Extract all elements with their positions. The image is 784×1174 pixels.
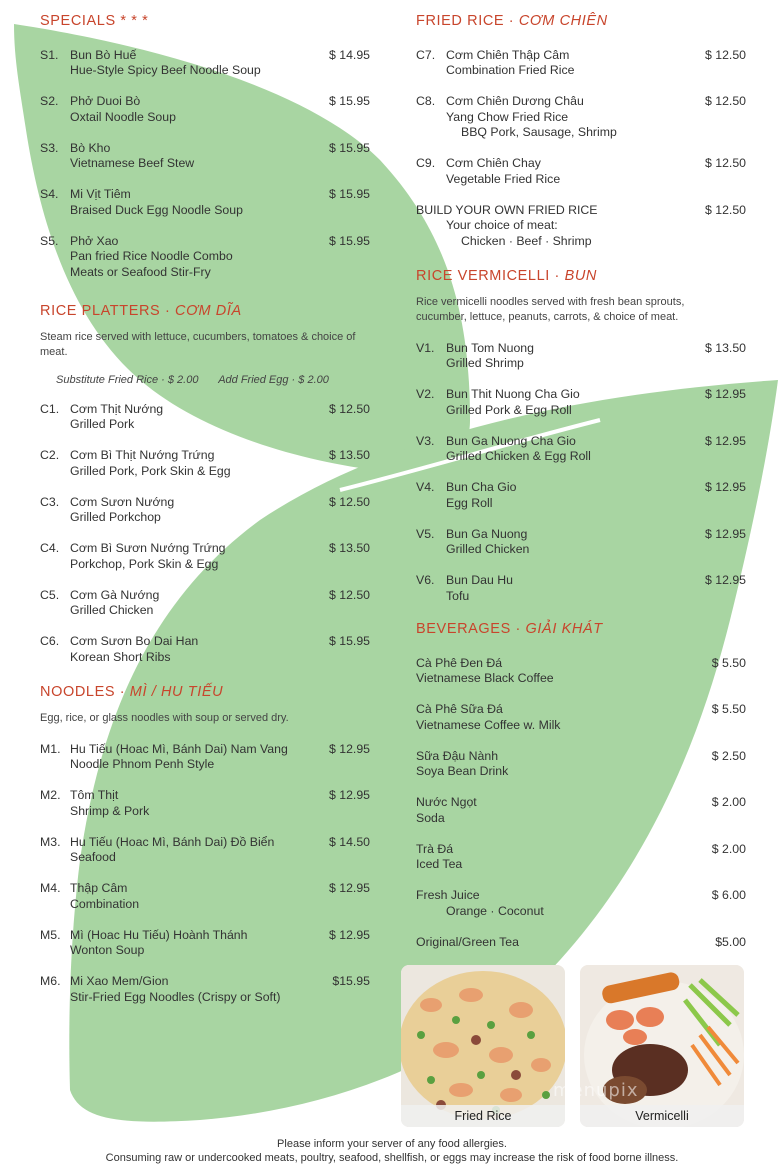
item-code: C1. [40, 401, 60, 416]
menu-item-s4 [40, 187, 370, 218]
item-name: Hu Tiếu (Hoac Mì, Bánh Dai) Nam Vang [70, 741, 288, 756]
item-price: $ 15.95 [328, 634, 370, 648]
rice-platters-list [40, 402, 370, 666]
item-code: V5. [416, 526, 435, 541]
item-desc: Combination [70, 896, 140, 911]
item-desc: Porkchop, Pork Skin & Egg [70, 556, 219, 571]
item-code: M1. [40, 741, 61, 756]
menu-item-s1 [40, 48, 370, 79]
item-desc: Braised Duck Egg Noodle Soup [70, 202, 243, 217]
beverages-list [416, 656, 746, 951]
item-price: $ 2.00 [711, 795, 746, 809]
item-code: S1. [40, 47, 59, 62]
noodles-title: NOODLES · MÌ / HU TIẾU [40, 684, 224, 700]
fried-rice-title: FRIED RICE · CƠM CHIÊN [416, 13, 608, 29]
specials-title: SPECIALS * * * [40, 13, 149, 29]
item-price: $ 15.95 [328, 140, 370, 155]
rice-platters-note: Steam rice served with lettuce, cucumbers, tomatoes & choice of meat. [40, 331, 356, 358]
item-name: Cơm Sươn Bo Dai Han [70, 634, 199, 648]
beverage-item [416, 888, 746, 919]
item-name: Cơm Thịt Nướng [70, 401, 164, 416]
menu-item-m2 [40, 788, 370, 819]
item-code: M2. [40, 788, 61, 802]
item-name: Phở Duoi Bò [70, 94, 141, 108]
beverages-title: BEVERAGES · GIẢI KHÁT [416, 621, 603, 637]
item-desc: Hue-Style Spicy Beef Noodle Soup [70, 63, 261, 77]
menu-item-c8 [416, 94, 746, 141]
rice-platters-title: RICE PLATTERS · CƠM DĨA [40, 303, 242, 319]
item-name: Bun Ga Nuong Cha Gio [446, 433, 576, 448]
item-price: $ 13.50 [704, 340, 746, 355]
item-price: $5.00 [715, 934, 746, 949]
menu-item-v1 [416, 341, 746, 372]
item-name: Cơm Chiên Chay [446, 156, 541, 170]
vermicelli-image [580, 965, 744, 1127]
item-name: Cơm Sươn Nướng [70, 494, 175, 509]
item-desc-2: BBQ Pork, Sausage, Shrimp [461, 125, 617, 139]
item-name: Tôm Thịt [70, 788, 119, 802]
item-desc: Grilled Porkchop [70, 510, 161, 524]
menu-item-v4 [416, 480, 746, 511]
item-name: Bun Dau Hu [446, 573, 513, 587]
item-name: Phở Xao [70, 233, 119, 248]
beverage-item [416, 656, 746, 687]
item-price: $ 12.95 [328, 788, 370, 802]
menu-item-c6 [40, 634, 370, 665]
item-name: Thập Câm [70, 881, 128, 895]
menu-item-c5 [40, 588, 370, 619]
item-price: $ 6.00 [711, 888, 746, 902]
item-name: Cơm Chiên Dương Châu [446, 94, 584, 108]
item-desc-2: Chicken · Beef · Shrimp [461, 233, 592, 248]
item-name: Cơm Bì Thịt Nướng Trứng [70, 448, 215, 462]
item-price: $ 12.95 [704, 480, 746, 494]
item-name: Hu Tiếu (Hoac Mì, Bánh Dai) Đồ Biển [70, 834, 275, 849]
fried-rice-caption: Fried Rice [401, 1105, 565, 1127]
vermicelli-list [416, 341, 746, 605]
item-name: Cơm Gà Nướng [70, 587, 160, 602]
item-name: Mi Xao Mem/Gion [70, 974, 169, 988]
item-code: C3. [40, 494, 60, 509]
menu-item-c4 [40, 541, 370, 572]
item-code: C4. [40, 541, 60, 555]
beverage-item [416, 795, 746, 826]
menu-item-c7 [416, 48, 746, 79]
item-name: Cà Phê Đen Đá [416, 655, 503, 670]
item-code: C8. [416, 94, 436, 108]
item-price: $ 12.95 [328, 927, 370, 942]
item-code: S5. [40, 233, 59, 248]
specials-list [40, 48, 370, 281]
item-code: S4. [40, 187, 59, 201]
item-price: $ 12.95 [704, 387, 746, 401]
right-column [416, 10, 746, 950]
item-price: $ 13.50 [328, 448, 370, 462]
item-name: Mì (Hoac Hu Tiếu) Hoành Thánh [70, 927, 248, 942]
item-price: $ 12.50 [704, 156, 746, 170]
beverage-item [416, 842, 746, 873]
item-desc: Oxtail Noodle Soup [70, 109, 176, 124]
item-name: Original/Green Tea [416, 934, 519, 949]
item-name: Fresh Juice [416, 888, 480, 902]
menu-item-m1 [40, 742, 370, 773]
menu-item-m3 [40, 835, 370, 866]
fried-rice-list [416, 48, 746, 250]
item-desc: Soda [416, 810, 445, 825]
item-price: $ 5.50 [711, 702, 746, 716]
item-desc: Combination Fried Rice [446, 63, 575, 77]
footer-line-2: Consuming raw or undercooked meats, poultry, seafood, shellfish, or eggs may increase the risk of food borne illness. [105, 1152, 679, 1164]
item-price: $ 14.50 [328, 834, 370, 849]
menu-item-m5 [40, 928, 370, 959]
item-desc: Vietnamese Beef Stew [70, 156, 195, 170]
item-name: Bun Cha Gio [446, 480, 517, 494]
item-name: Cà Phê Sữa Đá [416, 702, 503, 716]
item-desc: Vietnamese Black Coffee [416, 671, 554, 685]
item-code: S2. [40, 94, 59, 108]
item-code: C2. [40, 448, 60, 462]
item-price: $ 5.50 [711, 655, 746, 670]
item-price: $ 12.50 [328, 494, 370, 509]
item-desc: Grilled Pork [70, 417, 135, 431]
menu-item-v5 [416, 527, 746, 558]
beverage-item [416, 702, 746, 733]
item-price: $ 12.50 [328, 587, 370, 602]
item-name: Bun Thit Nuong Cha Gio [446, 387, 580, 401]
footer-line-1: Please inform your server of any food allergies. [277, 1138, 507, 1150]
item-price: $ 12.95 [704, 526, 746, 541]
item-price: $ 2.00 [711, 841, 746, 856]
item-name: Bò Kho [70, 140, 111, 155]
item-desc: Wonton Soup [70, 943, 145, 957]
item-desc: Noodle Phnom Penh Style [70, 757, 215, 771]
fried-rice-image [401, 965, 565, 1127]
item-desc: Tofu [446, 588, 470, 603]
beverage-item [416, 749, 746, 780]
item-code: C7. [416, 47, 436, 62]
item-name: BUILD YOUR OWN FRIED RICE [416, 202, 598, 217]
left-column [40, 10, 370, 1005]
item-desc: Egg Roll [446, 495, 493, 510]
item-price: $ 14.95 [328, 47, 370, 62]
item-price: $ 12.50 [704, 202, 746, 217]
menu-item-v6 [416, 573, 746, 604]
menu-item-m4 [40, 881, 370, 912]
item-code: V2. [416, 387, 435, 401]
item-desc: Iced Tea [416, 857, 463, 871]
item-price: $ 12.95 [328, 881, 370, 895]
item-desc: Stir-Fried Egg Noodles (Crispy or Soft) [70, 989, 281, 1004]
item-code: C9. [416, 156, 436, 170]
item-desc: Korean Short Ribs [70, 649, 171, 664]
item-code: M5. [40, 927, 61, 942]
menupix-watermark: menupix [553, 1080, 639, 1101]
item-code: V1. [416, 340, 435, 355]
menu-item-m6 [40, 974, 370, 1005]
item-desc: Orange · Coconut [446, 903, 544, 918]
item-name: Bun Ga Nuong [446, 526, 528, 541]
item-name: Trà Đá [416, 841, 454, 856]
menu-item-c3 [40, 495, 370, 526]
item-desc: Seafood [70, 850, 116, 864]
item-desc: Grilled Chicken [446, 542, 530, 556]
item-code: V3. [416, 433, 435, 448]
item-code: C6. [40, 634, 60, 648]
item-price: $ 12.95 [704, 433, 746, 448]
fried-rice-photo [401, 965, 565, 1127]
beverage-item [416, 935, 746, 951]
item-price: $ 12.50 [328, 401, 370, 416]
menu-item-c2 [40, 448, 370, 479]
item-desc-2: Meats or Seafood Stir-Fry [70, 264, 211, 279]
vermicelli-caption: Vermicelli [580, 1105, 744, 1127]
item-desc: Your choice of meat: [446, 218, 558, 232]
vermicelli-note: Rice vermicelli noodles served with fresh bean sprouts, cucumber, lettuce, peanuts, carrots, & choice of meat. [416, 296, 685, 323]
item-code: M6. [40, 974, 61, 988]
substitute-fried-rice: Substitute Fried Rice · $ 2.00 [56, 374, 199, 386]
item-desc: Grilled Pork & Egg Roll [446, 402, 572, 417]
item-desc: Soya Bean Drink [416, 764, 509, 778]
item-desc: Vietnamese Coffee w. Milk [416, 717, 561, 732]
item-desc: Grilled Chicken & Egg Roll [446, 449, 591, 463]
menu-item-s5 [40, 234, 370, 281]
menu-item-v3 [416, 434, 746, 465]
item-code: V6. [416, 573, 435, 587]
item-price: $ 13.50 [328, 541, 370, 555]
item-code: V4. [416, 480, 435, 494]
menu-item-v2 [416, 387, 746, 418]
item-name: Nước Ngọt [416, 795, 477, 809]
item-desc: Shrimp & Pork [70, 803, 150, 818]
item-desc: Grilled Pork, Pork Skin & Egg [70, 463, 231, 478]
item-name: Sữa Đậu Nành [416, 748, 499, 763]
noodles-list [40, 742, 370, 1006]
item-code: M3. [40, 834, 61, 849]
item-price: $ 12.50 [704, 47, 746, 62]
vermicelli-title: RICE VERMICELLI · BUN [416, 268, 598, 284]
item-name: Cơm Bì Sươn Nướng Trứng [70, 541, 226, 555]
item-price: $ 12.95 [704, 573, 746, 587]
menu-item-c1 [40, 402, 370, 433]
item-desc: Grilled Shrimp [446, 356, 524, 370]
item-name: Mi Vịt Tiêm [70, 187, 131, 201]
item-price: $ 15.95 [328, 94, 370, 108]
vermicelli-photo [580, 965, 744, 1127]
rice-platters-extras [40, 374, 370, 386]
item-price: $15.95 [332, 974, 370, 988]
item-code: M4. [40, 881, 61, 895]
menu-item-build-fried-rice [416, 203, 746, 250]
menu-item-s3 [40, 141, 370, 172]
item-code: C5. [40, 587, 60, 602]
item-price: $ 2.50 [711, 748, 746, 763]
item-desc: Grilled Chicken [70, 603, 154, 617]
noodles-note: Egg, rice, or glass noodles with soup or served dry. [40, 712, 289, 724]
item-name: Bun Bò Huế [70, 47, 137, 62]
item-price: $ 15.95 [328, 233, 370, 248]
add-fried-egg: Add Fried Egg · $ 2.00 [218, 374, 329, 386]
item-name: Cơm Chiên Thập Câm [446, 47, 570, 62]
item-name: Bun Tom Nuong [446, 340, 534, 355]
menu-item-s2 [40, 94, 370, 125]
item-code: S3. [40, 140, 59, 155]
menu-item-c9 [416, 156, 746, 187]
allergy-footer [0, 1137, 784, 1165]
item-price: $ 12.50 [704, 94, 746, 108]
item-price: $ 12.95 [328, 741, 370, 756]
item-desc: Yang Chow Fried Rice [446, 109, 569, 124]
item-desc: Pan fried Rice Noodle Combo [70, 249, 233, 263]
item-price: $ 15.95 [328, 187, 370, 201]
item-desc: Vegetable Fried Rice [446, 171, 561, 186]
